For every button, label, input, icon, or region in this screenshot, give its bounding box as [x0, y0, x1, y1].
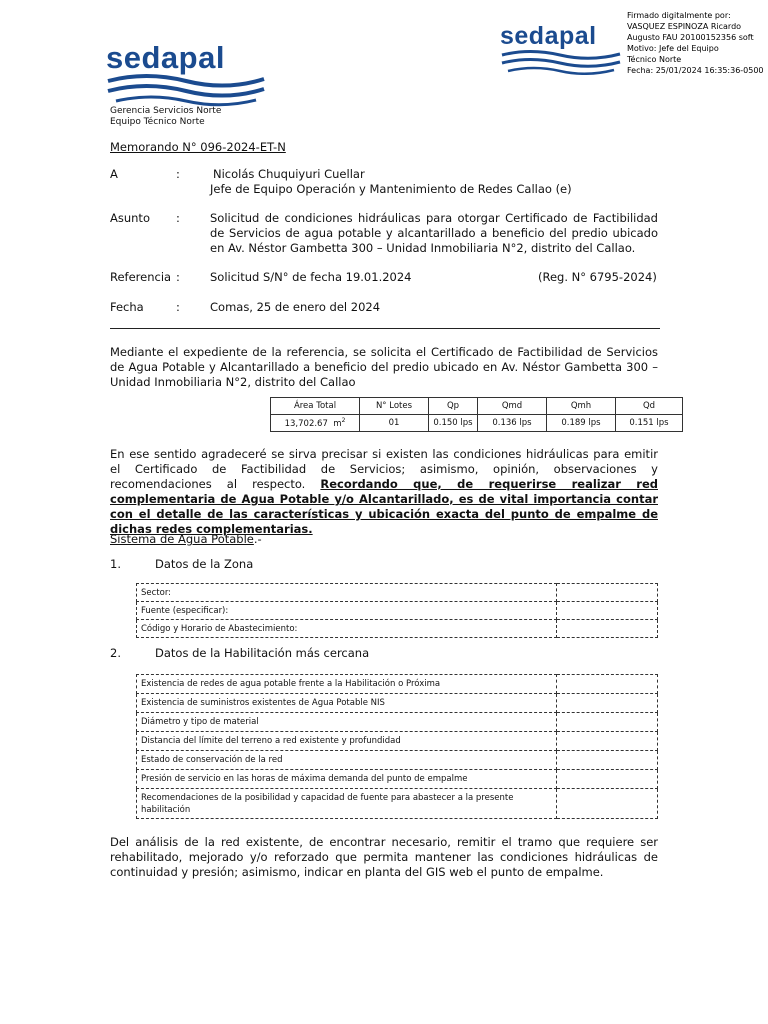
area-value: 13,702.67 [284, 418, 328, 429]
logo-waves-icon [500, 49, 622, 75]
closing-paragraph: Del análisis de la red existente, de encontrar necesario, remitir el tramo que requiere ser rehabilitado, mejorado y/o reforzado que permita mantener las condiciones hidráulicas de continuidad y presión; asimismo, indicar en planta del GIS web el punto de empalme. [110, 835, 658, 879]
table-row [137, 584, 658, 602]
colon: : [176, 211, 180, 225]
table-header: Qmh [547, 398, 616, 415]
colon: : [176, 167, 180, 181]
form-label: Existencia de redes de agua potable frente a la Habilitación o Próxima [137, 675, 557, 694]
logo-wordmark-secondary: sedapal [500, 22, 597, 50]
reference-row [0, 270, 768, 286]
subject-label: Asunto [110, 211, 150, 225]
table-row [137, 602, 658, 620]
logo-wordmark: sedapal [106, 40, 225, 75]
form-value-cell[interactable] [557, 584, 658, 602]
request-paragraph [110, 447, 658, 537]
form-value-cell[interactable] [557, 789, 658, 819]
recipient-name: Nicolás Chuquiyuri Cuellar [213, 167, 365, 181]
section-suffix: .- [253, 532, 262, 546]
table-row [137, 694, 658, 713]
form-value-cell[interactable] [557, 620, 658, 638]
table-header: Qp [429, 398, 478, 415]
table-row [137, 713, 658, 732]
table-header: N° Lotes [360, 398, 429, 415]
form-label: Diámetro y tipo de material [137, 713, 557, 732]
digital-signature [627, 10, 764, 76]
table-row [271, 415, 683, 432]
table-header: Qmd [478, 398, 547, 415]
form-value-cell[interactable] [557, 751, 658, 770]
colon: : [176, 300, 180, 314]
area-unit: m [333, 418, 342, 429]
logo-waves-icon [106, 73, 266, 107]
reference-text: Solicitud S/N° de fecha 19.01.2024 [210, 270, 412, 284]
section-title-text: Sistema de Agua Potable [110, 532, 254, 546]
signature-line: Firmado digitalmente por: [627, 11, 731, 20]
table-header-row [271, 398, 683, 415]
table-header: Qd [616, 398, 683, 415]
form-value-cell[interactable] [557, 602, 658, 620]
table-cell: 01 [360, 415, 429, 432]
form-label: Distancia del límite del terreno a red existente y profundidad [137, 732, 557, 751]
date-text: Comas, 25 de enero del 2024 [210, 300, 381, 314]
table-row [137, 675, 658, 694]
table-cell: 0.136 lps [478, 415, 547, 432]
memo-number: Memorando N° 096-2024-ET-N [110, 140, 286, 154]
department [110, 106, 221, 128]
signature-line: Técnico Norte [627, 55, 682, 64]
separator [110, 328, 660, 329]
item1-title: Datos de la Zona [155, 557, 254, 571]
table-cell: 0.150 lps [429, 415, 478, 432]
reference-label: Referencia [110, 270, 172, 284]
request-text: En ese sentido agradeceré se sirva precisar si existen las condiciones hidráulicas para emitir el Certificado de Factibilidad de Servicios; asimismo, opinión, observaciones y recomendaciones al respecto. [110, 447, 658, 491]
date-label: Fecha [110, 300, 144, 314]
date-row [0, 300, 768, 316]
form-value-cell[interactable] [557, 694, 658, 713]
form-label: Existencia de suministros existentes de Agua Potable NIS [137, 694, 557, 713]
item2-number: 2. [110, 646, 121, 660]
sedapal-logo-secondary [500, 24, 622, 79]
signature-line: Fecha: 25/01/2024 16:35:36-0500 [627, 66, 764, 75]
item2-title: Datos de la Habilitación más cercana [155, 646, 370, 660]
table-row [137, 620, 658, 638]
form-value-cell[interactable] [557, 770, 658, 789]
intro-paragraph: Mediante el expediente de la referencia, se solicita el Certificado de Factibilidad de Servicios de Agua Potable y Alcantarillado a beneficio del predio ubicado en Av. Néstor Gambetta 300 – Unidad Inmobiliaria N°2, distrito del Callao [110, 345, 658, 389]
table-row [137, 789, 658, 819]
form-value-cell[interactable] [557, 675, 658, 694]
item1-number: 1. [110, 557, 121, 571]
recipient-role: Jefe de Equipo Operación y Mantenimiento de Redes Callao (e) [210, 182, 572, 196]
form-label: Presión de servicio en las horas de máxima demanda del punto de empalme [137, 770, 557, 789]
signature-line: Motivo: Jefe del Equipo [627, 44, 719, 53]
table-row [137, 751, 658, 770]
zone-data-table [136, 583, 658, 638]
table-cell: 0.151 lps [616, 415, 683, 432]
area-cell [271, 415, 360, 432]
form-label: Sector: [137, 584, 557, 602]
signature-line: Augusto FAU 20100152356 soft [627, 33, 754, 42]
form-label: Recomendaciones de la posibilidad y capacidad de fuente para abastecer a la presente habilitación [137, 789, 557, 819]
subject-row [0, 211, 768, 259]
section-title [110, 532, 262, 546]
form-label: Estado de conservación de la red [137, 751, 557, 770]
form-label: Código y Horario de Abastecimiento: [137, 620, 557, 638]
sedapal-logo [106, 42, 266, 111]
request-emphasis: Recordando que, de requerirse realizar red complementaria de Agua Potable y/o Alcantarillado, es de vital importancia contar con el detalle de las características y ubicación exacta del punto de empalme de dichas redes complementarias. [110, 477, 658, 536]
recipient-row [0, 167, 768, 199]
department-line: Gerencia Servicios Norte [110, 106, 222, 116]
table-cell: 0.189 lps [547, 415, 616, 432]
table-header: Área Total [271, 398, 360, 415]
department-line: Equipo Técnico Norte [110, 117, 205, 127]
table-row [137, 770, 658, 789]
form-value-cell[interactable] [557, 713, 658, 732]
colon: : [176, 270, 180, 284]
subject-text: Solicitud de condiciones hidráulicas para otorgar Certificado de Factibilidad de Servicios de agua potable y alcantarillado a beneficio del predio ubicado en Av. Néstor Gambetta 300 – Unidad Inmobiliaria N°2, distrito del Callao. [210, 211, 658, 255]
habilitation-data-table [136, 674, 658, 819]
reference-reg: (Reg. N° 6795-2024) [538, 270, 657, 284]
flow-table [270, 397, 683, 432]
recipient-label: A [110, 167, 118, 181]
signature-line: VASQUEZ ESPINOZA Ricardo [627, 22, 742, 31]
form-label: Fuente (especificar): [137, 602, 557, 620]
table-row [137, 732, 658, 751]
area-unit-sup: 2 [341, 417, 346, 425]
form-value-cell[interactable] [557, 732, 658, 751]
